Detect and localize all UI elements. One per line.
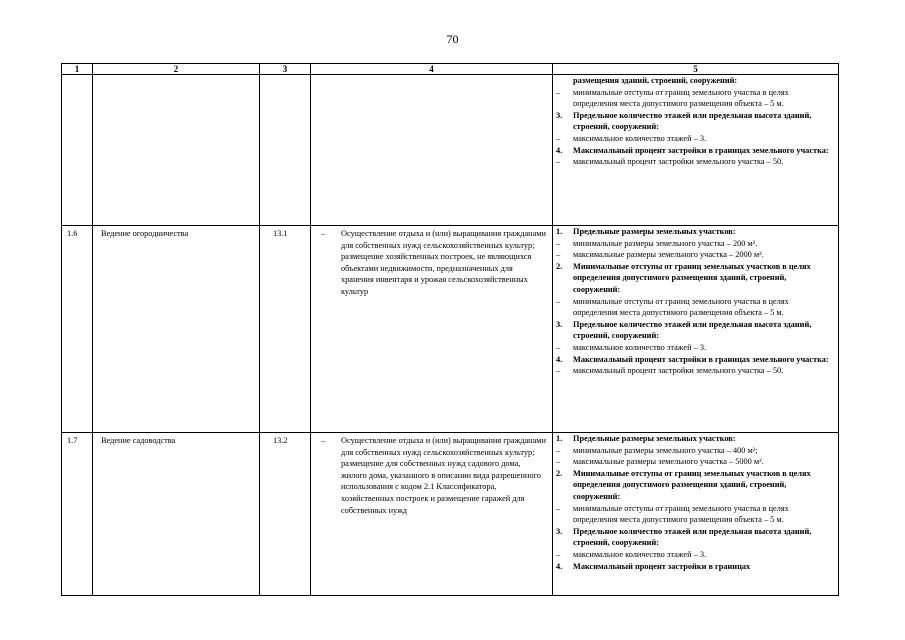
list-item bbox=[556, 238, 832, 250]
list-marker: – bbox=[556, 157, 561, 167]
list-item bbox=[556, 296, 832, 319]
list-marker: 1. bbox=[556, 434, 563, 443]
table-row bbox=[62, 226, 839, 433]
row-number-cell: 1.6 bbox=[62, 226, 93, 433]
list-text: минимальные размеры земельного участка – 200 м². bbox=[573, 238, 758, 248]
list-text: Предельные размеры земельных участков: bbox=[573, 227, 736, 236]
description-cell bbox=[311, 226, 553, 433]
description-text: Осуществление отдыха и (или) выращивания гражданами для собственных нужд сельскохозяйственных культур; размещение для собственных нужд садового дома, жилого дома, указанного в описании вида разрешенного использования с кодом 2.1 Классификатора, хозяйственных построек и размещение гаражей для собственных нужд bbox=[341, 436, 546, 515]
row-number-cell: 1.7 bbox=[62, 433, 93, 596]
use-name-cell: Ведение огородничества bbox=[93, 226, 260, 433]
list-text: максимальные размеры земельного участка – 5000 м². bbox=[573, 457, 764, 467]
header-row bbox=[62, 64, 839, 75]
list-marker: – bbox=[556, 87, 561, 97]
list-marker: – bbox=[556, 296, 561, 306]
list-item bbox=[556, 342, 832, 354]
list-marker: 3. bbox=[556, 526, 563, 536]
list-marker: – bbox=[321, 229, 326, 238]
list-item bbox=[556, 561, 832, 573]
list-text: Предельное количество этажей или предельная высота зданий, строений, сооружений: bbox=[573, 110, 812, 132]
header-col-3: 3 bbox=[260, 64, 311, 75]
list-marker: 1. bbox=[556, 227, 563, 236]
list-text: минимальные отступы от границ земельного участка в целях определения места допустимого размещения объекта – 5 м. bbox=[573, 87, 789, 109]
list-item bbox=[556, 433, 832, 445]
code-cell: 13.1 bbox=[260, 226, 311, 433]
list-marker: 2. bbox=[556, 261, 563, 271]
list-text: размещения зданий, строений, сооружений: bbox=[573, 76, 738, 85]
list-item bbox=[556, 445, 832, 457]
list-text: Предельное количество этажей или предельная высота зданий, строений, сооружений: bbox=[573, 526, 812, 548]
list-marker: – bbox=[556, 457, 561, 467]
list-marker: – bbox=[556, 445, 561, 455]
list-text: максимальный процент застройки земельного участка – 50. bbox=[573, 366, 784, 376]
table-row bbox=[62, 75, 839, 226]
parameters-cell bbox=[553, 75, 839, 226]
list-text: Предельное количество этажей или предельная высота зданий, строений, сооружений: bbox=[573, 319, 812, 341]
list-text: Минимальные отступы от границ земельных участков в целях определения допустимого размещения зданий, строений, сооружений: bbox=[573, 261, 811, 294]
list-text: минимальные отступы от границ земельного участка в целях определения места допустимого размещения объекта – 5 м. bbox=[573, 296, 789, 318]
description-cell bbox=[311, 75, 553, 226]
list-marker: 3. bbox=[556, 110, 563, 120]
list-item bbox=[556, 133, 832, 145]
list-text: максимальное количество этажей – 3. bbox=[573, 549, 707, 559]
list-item bbox=[556, 249, 832, 261]
code-cell bbox=[260, 75, 311, 226]
list-marker: – bbox=[556, 342, 561, 352]
list-item bbox=[556, 110, 832, 133]
list-text: Минимальные отступы от границ земельных участков в целях определения допустимого размещения зданий, строений, сооружений: bbox=[573, 468, 811, 501]
list-item bbox=[556, 75, 832, 87]
row-number-cell bbox=[62, 75, 93, 226]
list-text: Предельные размеры земельных участков: bbox=[573, 434, 736, 443]
list-item bbox=[556, 526, 832, 549]
list-text: Максимальный процент застройки в границах bbox=[573, 561, 751, 571]
list-text: минимальные отступы от границ земельного участка в целях определения места допустимого размещения объекта – 5 м. bbox=[573, 503, 789, 525]
list-marker: – bbox=[321, 436, 326, 445]
header-col-4: 4 bbox=[311, 64, 553, 75]
list-item bbox=[556, 87, 832, 110]
use-name-cell bbox=[93, 75, 260, 226]
list-text: Максимальный процент застройки в границах земельного участка: bbox=[573, 354, 829, 364]
parameters-cell bbox=[553, 226, 839, 433]
list-marker: – bbox=[556, 366, 561, 376]
list-item bbox=[556, 156, 832, 168]
list-item bbox=[556, 456, 832, 468]
table-row bbox=[62, 433, 839, 596]
list-marker: 4. bbox=[556, 354, 563, 364]
list-item bbox=[556, 145, 832, 157]
list-item bbox=[556, 319, 832, 342]
header-col-2: 2 bbox=[93, 64, 260, 75]
parameters-cell bbox=[553, 433, 839, 596]
list-marker: 2. bbox=[556, 468, 563, 478]
list-marker: – bbox=[556, 238, 561, 248]
list-marker: – bbox=[556, 549, 561, 559]
list-item bbox=[556, 503, 832, 526]
list-marker: 3. bbox=[556, 319, 563, 329]
list-item bbox=[556, 354, 832, 366]
list-item bbox=[556, 549, 832, 561]
list-text: максимальные размеры земельного участка – 2000 м². bbox=[573, 250, 764, 260]
description-text: Осуществление отдыха и (или) выращивания гражданами для собственных нужд сельскохозяйственных культур; размещение хозяйственных построек, не являющихся объектами недвижимости, предназначенных для хранения инвентаря и урожая сельскохозяйственных культур bbox=[341, 229, 546, 296]
list-text: максимальный процент застройки земельного участка – 50. bbox=[573, 157, 784, 167]
list-marker: 4. bbox=[556, 145, 563, 155]
header-col-1: 1 bbox=[62, 64, 93, 75]
list-text: максимальное количество этажей – 3. bbox=[573, 342, 707, 352]
page-number: 70 bbox=[446, 32, 459, 46]
zoning-table bbox=[61, 63, 839, 596]
list-marker: 4. bbox=[556, 561, 563, 571]
list-item bbox=[556, 226, 832, 238]
header-col-5: 5 bbox=[553, 64, 839, 75]
list-text: Максимальный процент застройки в границах земельного участка: bbox=[573, 145, 829, 155]
list-text: минимальные размеры земельного участка – 400 м²; bbox=[573, 445, 758, 455]
list-item bbox=[556, 468, 832, 503]
list-marker: – bbox=[556, 503, 561, 513]
list-item bbox=[556, 365, 832, 377]
code-cell: 13.2 bbox=[260, 433, 311, 596]
list-marker: – bbox=[556, 250, 561, 260]
list-marker: – bbox=[556, 133, 561, 143]
description-cell bbox=[311, 433, 553, 596]
use-name-cell: Ведение садоводства bbox=[93, 433, 260, 596]
list-text: максимальное количество этажей – 3. bbox=[573, 133, 707, 143]
list-marker bbox=[556, 75, 573, 87]
list-item bbox=[556, 261, 832, 296]
